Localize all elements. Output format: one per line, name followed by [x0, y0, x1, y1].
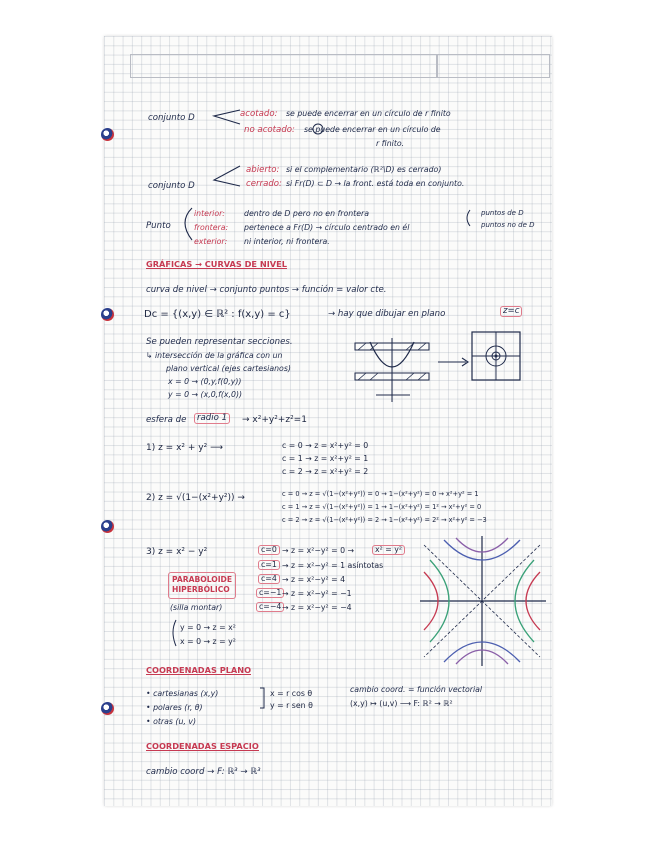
ex3-cm4-result: → z = x²−y² = −4 [282, 603, 352, 612]
cerrado-term: cerrado: [246, 179, 282, 189]
ex2-title: 2) z = √(1−(x²+y²)) → [146, 493, 245, 503]
dc-definition: Dc = {(x,y) ∈ ℝ² : f(x,y) = c} [144, 309, 291, 320]
ex3-cm1-result: → z = x²−y² = −1 [282, 589, 352, 598]
brace [467, 210, 470, 226]
esfera-label: esfera de [146, 415, 187, 425]
silla-label: (silla montar) [170, 603, 223, 612]
x0-z: x = 0 → z = y² [180, 637, 236, 646]
ex3-c0-box: x² = y² [372, 545, 405, 555]
brace-arrow [214, 166, 240, 186]
puntos-d: puntos de D [481, 209, 524, 217]
radio1-box: radio 1 [194, 413, 230, 424]
acotado-def: se puede encerrar en un círculo de r finito [286, 109, 451, 118]
ex1-title: 1) z = x² + y² ⟶ [146, 443, 223, 453]
ex3-cm1: c=−1 [256, 588, 284, 598]
abierto-term: abierto: [246, 165, 280, 175]
conjunto-d-label: conjunto D [148, 113, 195, 123]
frontera-term: frontera: [194, 223, 229, 232]
interior-def: dentro de D pero no en frontera [244, 209, 370, 218]
no-acotado-term: no acotado: [244, 125, 295, 135]
exterior-term: exterior: [194, 237, 228, 246]
ex1-c0: c = 0 → z = x²+y² = 0 [282, 441, 369, 450]
esfera-eq: → x²+y²+z²=1 [242, 415, 307, 425]
acotado-term: acotado: [240, 109, 278, 119]
ex3-cm4: c=−4 [256, 602, 284, 612]
paraboloid-sketch [355, 338, 429, 402]
curva-nivel-line: curva de nivel → conjunto puntos → función = valor cte. [146, 285, 387, 295]
ex3-title: 3) z = x² − y² [146, 547, 208, 557]
y0-line: y = 0 → (x,0,f(x,0)) [168, 390, 243, 399]
ex3-c4-result: → z = x²−y² = 4 [282, 575, 346, 584]
punto-label: Punto [146, 221, 171, 231]
ex3-c0-result: → z = x²−y² = 0 → [282, 546, 355, 555]
x-r-cos: x = r cos θ [270, 689, 313, 698]
plano-vertical-line: plano vertical (ejes cartesianos) [166, 364, 291, 373]
ex2-c2: c = 2 → z = √(1−(x²+y²)) = 2 → 1−(x²+y²) = 2² → x²+y² = −3 [282, 516, 487, 524]
ex2-c0: c = 0 → z = √(1−(x²+y²)) = 0 → 1−(x²+y²) = 0 → x²+y² = 1 [282, 490, 479, 498]
graficas-heading: GRÁFICAS → CURVAS DE NIVEL [146, 259, 287, 269]
ex2-c1: c = 1 → z = √(1−(x²+y²)) = 1 → 1−(x²+y²) = 1² → x²+y² = 0 [282, 503, 482, 511]
conjunto-d-label-2: conjunto D [148, 181, 195, 191]
coord-plano-heading: COORDENADAS PLANO [146, 665, 252, 675]
hay-que-line: → hay que dibujar en plano [328, 309, 446, 319]
cambio-line: cambio coord. = función vectorial [350, 685, 483, 694]
y-r-sen: y = r sen θ [270, 701, 313, 710]
ex3-c0: c=0 [258, 545, 280, 555]
brace [185, 208, 192, 240]
interior-term: interior: [194, 209, 225, 218]
ex1-c1: c = 1 → z = x²+y² = 1 [282, 454, 369, 463]
secciones-line: Se pueden representar secciones. [146, 337, 293, 347]
x0-line: x = 0 → (0,y,f(0,y)) [168, 377, 242, 386]
cambio-espacio-line: cambio coord → F: ℝ³ → ℝ³ [146, 767, 261, 777]
otras-item: • otras (u, v) [146, 717, 197, 726]
cambio-line-2: (x,y) ↦ (u,v) ⟶ F: ℝ² → ℝ² [350, 699, 453, 708]
level-curves-sketch [472, 332, 520, 380]
ex3-c1: c=1 [258, 560, 280, 570]
ex3-c4: c=4 [258, 574, 280, 584]
brace-arrow [214, 110, 240, 124]
coord-espacio-heading: COORDENADAS ESPACIO [146, 741, 259, 751]
ex1-c2: c = 2 → z = x²+y² = 2 [282, 467, 369, 476]
interseccion-line: ↳ intersección de la gráfica con un [146, 351, 283, 360]
y0-z: y = 0 → z = x² [180, 623, 236, 632]
exterior-def: ni interior, ni frontera. [244, 237, 330, 246]
paraboloide-label: PARABOLOIDE [172, 575, 233, 584]
polares-item: • polares (r, θ) [146, 703, 203, 712]
saddle-level-curves [420, 536, 546, 666]
hiperbolico-label: HIPERBÓLICO [172, 585, 230, 595]
no-acotado-def: se puede encerrar en un círculo de [304, 125, 441, 134]
ex3-c1-result: → z = x²−y² = 1 asíntotas [282, 561, 384, 570]
frontera-def: pertenece a Fr(D) → círculo centrado en él [244, 223, 410, 232]
circle-mark [313, 124, 323, 134]
r-finito: r finito. [376, 139, 405, 148]
cartesianas-item: • cartesianas (x,y) [146, 689, 219, 698]
cerrado-def: si Fr(D) ⊂ D → la front. está toda en conjunto. [286, 179, 465, 188]
puntos-no-d: puntos no de D [481, 221, 535, 229]
z-eq-c-box: z=c [500, 306, 522, 317]
abierto-def: si el complementario (ℝ²\D) es cerrado) [286, 165, 442, 174]
